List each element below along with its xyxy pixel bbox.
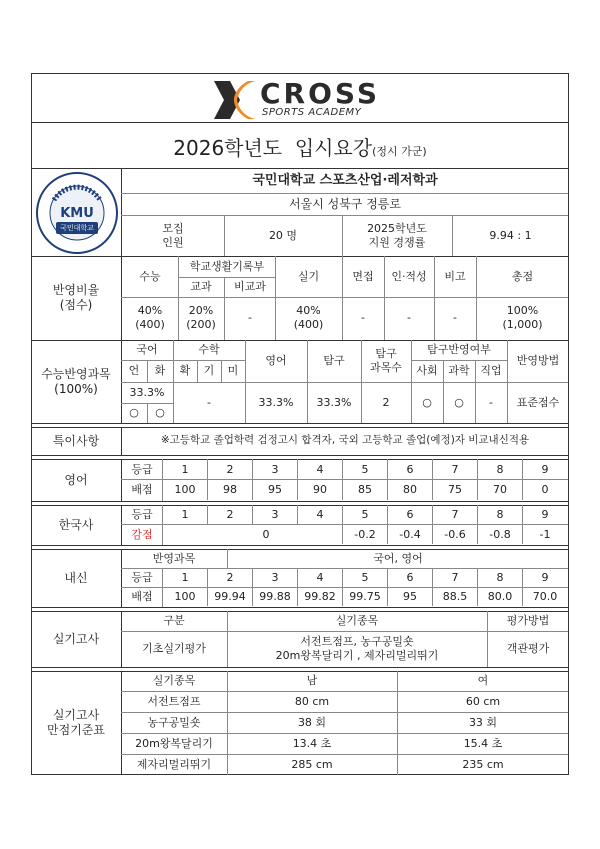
ratio-h-total: 총점 bbox=[511, 270, 534, 284]
recruit-label: 모집 인원 bbox=[162, 222, 184, 249]
grid-divider bbox=[297, 568, 298, 587]
history-score-cell: -0.6 bbox=[444, 527, 466, 541]
kmu-seal bbox=[34, 170, 120, 256]
cross-logo-icon bbox=[210, 79, 260, 121]
naesin-score-cell: 95 bbox=[403, 590, 417, 604]
ratio-h-gyogwa: 교과 bbox=[190, 280, 212, 294]
ratio-v-total: 100% (1,000) bbox=[502, 304, 543, 331]
sn-v-english: 33.3% bbox=[258, 395, 294, 409]
sn-v-social: ○ bbox=[422, 395, 432, 409]
english-score-cell: 100 bbox=[174, 483, 196, 497]
sn-v-eon: ○ bbox=[129, 406, 139, 420]
suneung-section-label: 수능반영과목 (100%) bbox=[41, 367, 111, 396]
grid-divider bbox=[207, 587, 208, 606]
grid-divider bbox=[252, 587, 253, 606]
practical-h-type: 구분 bbox=[163, 614, 185, 628]
history-grade-cell: 7 bbox=[451, 508, 459, 522]
english-score-cell: 0 bbox=[541, 483, 549, 497]
perfect-row-female: 235 cm bbox=[462, 757, 504, 771]
history-grade-cell: 2 bbox=[226, 508, 234, 522]
grid-divider bbox=[297, 459, 298, 479]
naesin-grade-cell: 3 bbox=[271, 571, 279, 585]
naesin-score-cell: 88.5 bbox=[442, 590, 468, 604]
sn-h-english: 영어 bbox=[265, 354, 287, 368]
grid-divider bbox=[432, 568, 433, 587]
grid-divider bbox=[387, 479, 388, 500]
special-label: 특이사항 bbox=[52, 433, 100, 448]
perfect-row-event: 서전트점프 bbox=[147, 694, 201, 708]
perfect-h-female: 여 bbox=[477, 674, 489, 688]
ratio-h-silgi: 실기 bbox=[297, 270, 320, 284]
english-score-cell: 95 bbox=[268, 483, 282, 497]
english-score-cell: 98 bbox=[223, 483, 237, 497]
perfect-row-female: 15.4 초 bbox=[463, 736, 503, 750]
practical-v-type: 기초실기평가 bbox=[142, 642, 206, 656]
sn-sub-eon: 언 bbox=[128, 364, 140, 378]
sn-sub-hwa: 화 bbox=[154, 364, 166, 378]
ratio-v-suneung: 40% (400) bbox=[135, 304, 165, 331]
ratio-h-aptitude: 인·적성 bbox=[391, 270, 427, 284]
ratio-h-school: 학교생활기록부 bbox=[189, 260, 265, 274]
history-row2-label: 감점 bbox=[131, 527, 153, 541]
english-label: 영어 bbox=[64, 472, 88, 487]
ratio-h-etc: 비고 bbox=[444, 270, 466, 284]
english-row1-label: 등급 bbox=[131, 462, 153, 476]
school-address: 서울시 성북구 정릉로 bbox=[289, 197, 401, 211]
perfect-row-male: 285 cm bbox=[291, 757, 333, 771]
grid-divider bbox=[522, 459, 523, 479]
practical-label: 실기고사 bbox=[52, 631, 100, 646]
grid-divider bbox=[522, 505, 523, 524]
perfect-row-event: 농구공밀숏 bbox=[147, 715, 201, 729]
grid-divider bbox=[342, 479, 343, 500]
naesin-grade-cell: 1 bbox=[181, 571, 189, 585]
grid-divider bbox=[432, 479, 433, 500]
history-grade-cell: 4 bbox=[316, 508, 324, 522]
naesin-score-cell: 99.94 bbox=[214, 590, 246, 604]
history-row1-label: 등급 bbox=[131, 508, 153, 522]
sn-sub-gi: 기 bbox=[203, 364, 215, 378]
grid-divider bbox=[207, 505, 208, 524]
naesin-grade-cell: 5 bbox=[361, 571, 369, 585]
grid-divider bbox=[342, 587, 343, 606]
grid-divider bbox=[297, 587, 298, 606]
perfect-h-event: 실기종목 bbox=[152, 674, 196, 688]
english-grade-cell: 1 bbox=[181, 462, 189, 476]
perfect-h-male: 남 bbox=[306, 674, 318, 688]
english-grade-cell: 8 bbox=[496, 462, 504, 476]
naesin-score-cell: 99.82 bbox=[304, 590, 336, 604]
grid-divider bbox=[342, 505, 343, 524]
perfect-row-female: 60 cm bbox=[465, 694, 501, 708]
naesin-grade-cell: 9 bbox=[541, 571, 549, 585]
logo-subtitle: SPORTS ACADEMY bbox=[262, 107, 362, 118]
perfect-label: 실기고사 만점기준표 bbox=[47, 708, 105, 737]
special-text: ※고등학교 졸업학력 검정고시 합격자, 국외 고등학교 졸업(예정)자 비교내신적용 bbox=[160, 434, 530, 447]
practical-h-events: 실기종목 bbox=[335, 614, 379, 628]
naesin-grade-cell: 4 bbox=[316, 571, 324, 585]
sn-v-korean: 33.3% bbox=[129, 386, 165, 400]
ratio-v-silgi: 40% (400) bbox=[293, 304, 324, 331]
ratio-v-aptitude: - bbox=[407, 311, 411, 325]
sn-v-hwa: ○ bbox=[155, 406, 165, 420]
sn-h-tamgu-yn: 탐구반영여부 bbox=[427, 343, 491, 357]
grid-divider bbox=[252, 479, 253, 500]
grid-divider bbox=[432, 459, 433, 479]
grid-divider bbox=[432, 587, 433, 606]
grid-divider bbox=[477, 568, 478, 587]
grid-divider bbox=[207, 479, 208, 500]
history-score-cell: -1 bbox=[539, 527, 551, 541]
grid-divider bbox=[252, 568, 253, 587]
school-name: 국민대학교 스포츠산업·레저학과 bbox=[252, 172, 438, 188]
sn-sub-job: 직업 bbox=[480, 364, 502, 378]
page-title-main: 2026학년도 입시요강 bbox=[173, 136, 373, 160]
grid-divider bbox=[477, 524, 478, 544]
perfect-row-event: 20m왕복달리기 bbox=[135, 736, 213, 750]
history-score-cell: -0.2 bbox=[354, 527, 376, 541]
ratio-v-bigyogwa: - bbox=[248, 311, 252, 325]
grid-divider bbox=[522, 568, 523, 587]
grid-divider bbox=[297, 479, 298, 500]
history-grade-cell: 1 bbox=[181, 508, 189, 522]
grid-divider bbox=[477, 505, 478, 524]
kmu-seal-bottom: 국민대학교 bbox=[60, 224, 94, 232]
sn-h-math: 수학 bbox=[198, 343, 220, 357]
perfect-row-female: 33 회 bbox=[468, 715, 498, 729]
sn-sub-hwak: 확 bbox=[179, 364, 191, 378]
english-score-cell: 70 bbox=[493, 483, 507, 497]
page-title bbox=[32, 132, 568, 161]
grid-divider bbox=[297, 505, 298, 524]
english-score-cell: 90 bbox=[313, 483, 327, 497]
english-grade-cell: 9 bbox=[541, 462, 549, 476]
naesin-subj-label: 반영과목 bbox=[152, 551, 196, 565]
ratio-value: 9.94 : 1 bbox=[489, 229, 532, 243]
sn-h-korean: 국어 bbox=[136, 343, 158, 357]
sn-sub-science: 과학 bbox=[448, 364, 470, 378]
grid-divider bbox=[477, 459, 478, 479]
naesin-grade-cell: 8 bbox=[496, 571, 504, 585]
history-label: 한국사 bbox=[58, 517, 94, 532]
sn-v-science: ○ bbox=[454, 395, 464, 409]
ratio-h-bigyogwa: 비교과 bbox=[234, 280, 266, 294]
grid-divider bbox=[207, 568, 208, 587]
practical-v-events: 서전트점프, 농구공밀숏 20m왕복달리기 , 제자리멀리뛰기 bbox=[275, 635, 439, 662]
grid-divider bbox=[387, 524, 388, 544]
history-deduct-zero: 0 bbox=[262, 527, 270, 541]
grid-divider bbox=[432, 524, 433, 544]
ratio-h-suneung: 수능 bbox=[139, 270, 161, 284]
sn-v-math: - bbox=[207, 395, 211, 409]
english-grade-cell: 4 bbox=[316, 462, 324, 476]
grid-divider bbox=[387, 568, 388, 587]
sn-v-job: - bbox=[489, 395, 493, 409]
naesin-score-cell: 70.0 bbox=[532, 590, 558, 604]
grid-divider bbox=[522, 479, 523, 500]
logo-word: CROSS bbox=[260, 77, 380, 110]
grid-divider bbox=[522, 524, 523, 544]
naesin-score-cell: 99.88 bbox=[259, 590, 291, 604]
history-score-cell: -0.8 bbox=[489, 527, 511, 541]
naesin-score-cell: 100 bbox=[174, 590, 196, 604]
naesin-row1-label: 등급 bbox=[131, 571, 153, 585]
sn-v-tamgu: 33.3% bbox=[316, 395, 352, 409]
english-score-cell: 75 bbox=[448, 483, 462, 497]
perfect-row-male: 80 cm bbox=[294, 694, 330, 708]
practical-v-eval: 객관평가 bbox=[506, 642, 550, 656]
admission-guide-document bbox=[31, 73, 569, 775]
english-row2-label: 배점 bbox=[131, 483, 153, 497]
english-grade-cell: 7 bbox=[451, 462, 459, 476]
kmu-seal-text: KMU bbox=[60, 206, 94, 221]
english-score-cell: 85 bbox=[358, 483, 372, 497]
grid-divider bbox=[252, 459, 253, 479]
history-grade-cell: 3 bbox=[271, 508, 279, 522]
english-grade-cell: 3 bbox=[271, 462, 279, 476]
cross-logo bbox=[210, 77, 390, 121]
grid-divider bbox=[207, 459, 208, 479]
sn-sub-mi: 미 bbox=[227, 364, 239, 378]
recruit-value: 20 명 bbox=[268, 229, 298, 243]
sn-h-tamgu: 탐구 bbox=[323, 354, 345, 368]
grid-divider bbox=[522, 587, 523, 606]
ratio-v-interview: - bbox=[361, 311, 365, 325]
naesin-score-cell: 99.75 bbox=[349, 590, 381, 604]
ratio-v-gyogwa: 20% (200) bbox=[186, 304, 216, 331]
grid-divider bbox=[342, 568, 343, 587]
grid-divider bbox=[342, 524, 343, 544]
naesin-grade-cell: 6 bbox=[406, 571, 414, 585]
ratio-label: 2025학년도 지원 경쟁률 bbox=[367, 222, 427, 249]
ratio-v-etc: - bbox=[453, 311, 457, 325]
naesin-score-cell: 80.0 bbox=[487, 590, 513, 604]
english-grade-cell: 5 bbox=[361, 462, 369, 476]
naesin-label: 내신 bbox=[64, 570, 88, 585]
grid-divider bbox=[387, 505, 388, 524]
naesin-subj-value: 국어, 영어 bbox=[373, 551, 423, 565]
sn-v-tamgu-count: 2 bbox=[382, 395, 390, 409]
perfect-row-male: 38 회 bbox=[297, 715, 327, 729]
grid-divider bbox=[387, 587, 388, 606]
history-grade-cell: 6 bbox=[406, 508, 414, 522]
history-score-cell: -0.4 bbox=[399, 527, 421, 541]
practical-h-eval: 평가방법 bbox=[506, 614, 550, 628]
page-title-sub: (정시 가군) bbox=[372, 145, 427, 158]
grid-divider bbox=[387, 459, 388, 479]
perfect-row-male: 13.4 초 bbox=[292, 736, 332, 750]
sn-v-method: 표준점수 bbox=[516, 395, 560, 409]
grid-divider bbox=[477, 587, 478, 606]
grid-divider bbox=[342, 459, 343, 479]
grid-divider bbox=[477, 479, 478, 500]
sn-h-tamgu-count: 탐구 과목수 bbox=[370, 347, 402, 374]
english-grade-cell: 2 bbox=[226, 462, 234, 476]
history-grade-cell: 9 bbox=[541, 508, 549, 522]
naesin-grade-cell: 7 bbox=[451, 571, 459, 585]
history-grade-cell: 5 bbox=[361, 508, 369, 522]
grid-divider bbox=[432, 505, 433, 524]
sn-h-method: 반영방법 bbox=[516, 354, 560, 368]
naesin-grade-cell: 2 bbox=[226, 571, 234, 585]
english-grade-cell: 6 bbox=[406, 462, 414, 476]
perfect-row-event: 제자리멀리뛰기 bbox=[136, 757, 212, 771]
grid-divider bbox=[252, 505, 253, 524]
history-grade-cell: 8 bbox=[496, 508, 504, 522]
english-score-cell: 80 bbox=[403, 483, 417, 497]
sn-sub-social: 사회 bbox=[416, 364, 438, 378]
naesin-row2-label: 배점 bbox=[131, 590, 153, 604]
ratio-h-interview: 면접 bbox=[352, 270, 374, 284]
ratio-section-label: 반영비율 (점수) bbox=[52, 283, 100, 312]
